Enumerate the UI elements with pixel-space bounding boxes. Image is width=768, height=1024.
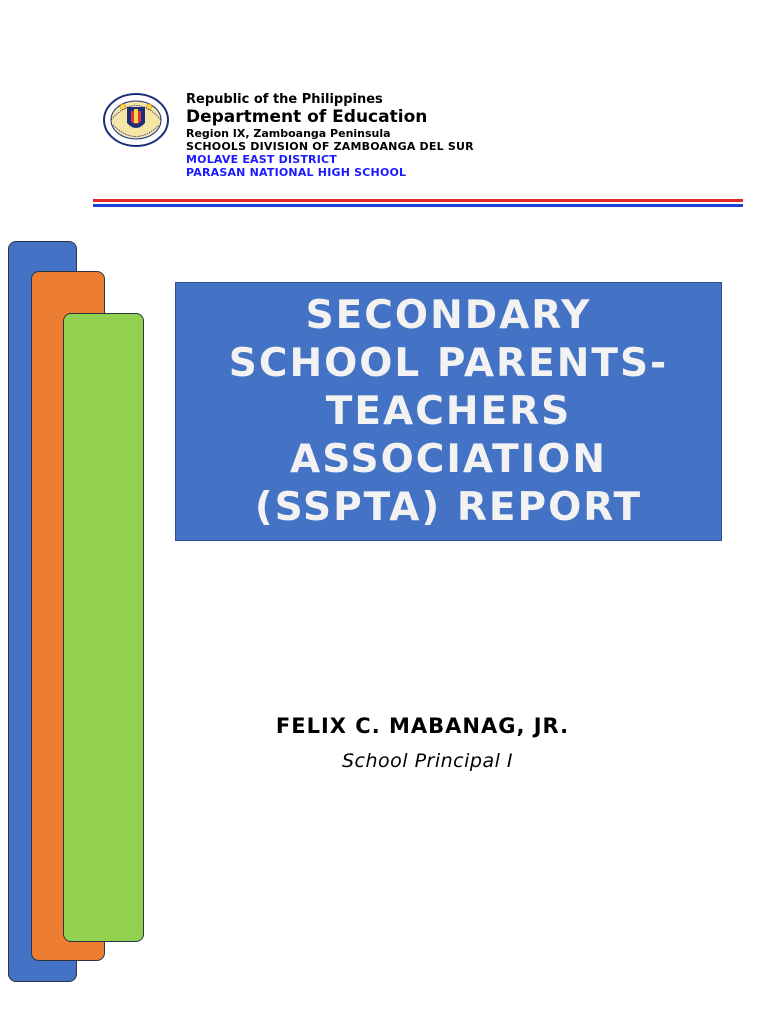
title-line-4: ASSOCIATION — [290, 436, 607, 482]
department-line: Department of Education — [186, 107, 428, 127]
district-line: MOLAVE EAST DISTRICT — [186, 153, 338, 166]
principal-name: FELIX C. MABANAG, JR. — [275, 714, 570, 738]
principal-position: School Principal I — [341, 750, 514, 772]
report-title — [199, 292, 699, 532]
letterhead-rule-blue — [93, 204, 743, 207]
title-line-1: SECONDARY — [305, 292, 592, 338]
region-line: Region IX, Zamboanga Peninsula — [186, 127, 391, 140]
title-line-2: SCHOOL PARENTS- — [228, 340, 669, 386]
title-line-3: TEACHERS — [325, 388, 572, 434]
school-line: PARASAN NATIONAL HIGH SCHOOL — [186, 166, 407, 179]
division-line: SCHOOLS DIVISION OF ZAMBOANGA DEL SUR — [186, 140, 474, 153]
letterhead-rule-red — [93, 199, 743, 202]
letterhead — [186, 92, 474, 179]
title-line-5: (SSPTA) REPORT — [254, 484, 643, 530]
republic-line: Republic of the Philippines — [186, 92, 383, 107]
decorative-tab-green — [63, 313, 144, 942]
deped-seal-icon — [103, 93, 169, 147]
report-title-box — [175, 282, 722, 541]
